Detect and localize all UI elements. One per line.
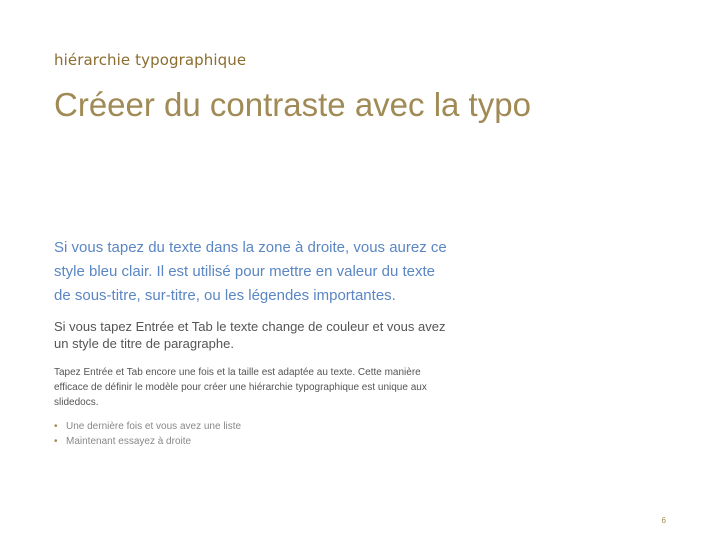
list-item — [54, 419, 474, 434]
list-item — [54, 434, 474, 449]
paragraph-heading-text: Si vous tapez Entrée et Tab le texte change de couleur et vous avez un style de titre de paragraphe. — [54, 319, 446, 351]
bullet-icon: • — [54, 421, 58, 432]
bullet-list — [54, 419, 474, 449]
accent-paragraph: Si vous tapez du texte dans la zone à droite, vous aurez ce style bleu clair. Il est utilisé pour mettre en valeur du texte de sous-titre, sur-titre, ou les légendes importantes. — [54, 239, 447, 304]
slide-kicker: hiérarchie typographique — [54, 51, 247, 69]
bullet-icon: • — [54, 436, 58, 447]
list-item-label: Une dernière fois et vous avez une liste — [66, 421, 242, 432]
page-number: 6 — [661, 516, 666, 525]
body-paragraph: Tapez Entrée et Tab encore une fois et la taille est adaptée au texte. Cette manière efficace de définir le modèle pour créer une hiérarchie typographique est unique aux slidedocs. — [54, 367, 427, 408]
slide-title: Créeer du contraste avec la typo — [54, 86, 531, 123]
list-item-label: Maintenant essayez à droite — [66, 436, 192, 447]
slide-body — [54, 236, 474, 449]
